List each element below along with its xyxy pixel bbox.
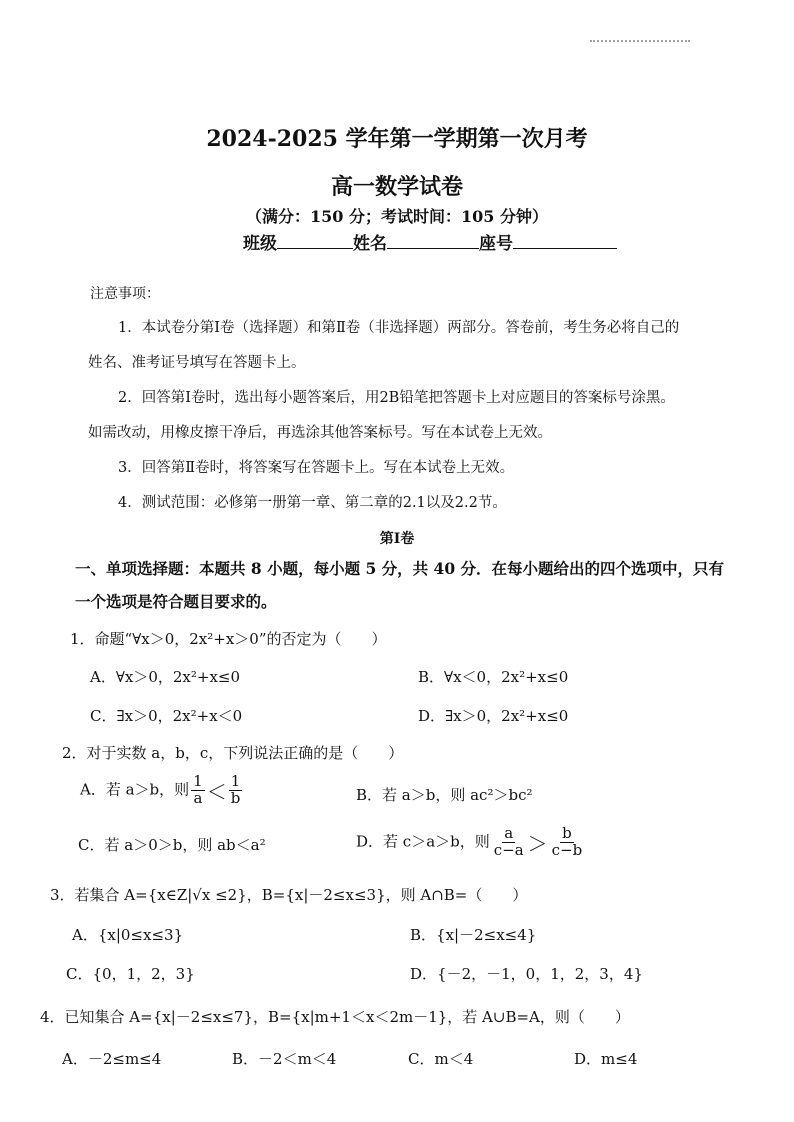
q4-option-b[interactable]: B．－2＜m＜4 bbox=[232, 1050, 337, 1068]
notes-title: 注意事项： bbox=[90, 286, 160, 302]
note-1-line-1: 1．本试卷分第Ⅰ卷（选择题）和第Ⅱ卷（非选择题）两部分。答卷前，考生务必将自己的 bbox=[118, 320, 680, 336]
q1-option-a[interactable]: A．∀x＞0，2x²+x≤0 bbox=[90, 668, 241, 686]
q3-option-a[interactable]: A．{x|0≤x≤3} bbox=[72, 926, 184, 944]
q2-option-d[interactable] bbox=[356, 826, 586, 859]
q3-option-c[interactable]: C．{0，1，2，3} bbox=[66, 965, 195, 983]
part-1-label: 第Ⅰ卷 bbox=[379, 531, 415, 547]
q2-a-den-2: b bbox=[230, 788, 241, 807]
q2-a-prefix: A．若 a＞b，则 bbox=[80, 780, 190, 799]
q4-option-c[interactable]: C．m＜4 bbox=[408, 1050, 474, 1068]
q3-stem: 3．若集合 A={x∈Z|√x ≤2}，B={x|－2≤x≤3}，则 A∩B=（ ） bbox=[50, 886, 528, 904]
q3-option-d[interactable]: D．{－2，－1，0，1，2，3，4} bbox=[410, 965, 643, 983]
q2-d-den-1: c−a bbox=[493, 840, 524, 859]
seat-field[interactable] bbox=[513, 230, 617, 249]
q2-a-fraction-1 bbox=[191, 774, 205, 807]
q4-stem: 4．已知集合 A={x|－2≤x≤7}，B={x|m+1＜x＜2m－1}，若 A∪B=A，则（ ） bbox=[40, 1008, 630, 1026]
seat-label: 座号 bbox=[479, 234, 513, 254]
q2-a-relation: ＜ bbox=[206, 779, 227, 804]
name-label: 姓名 bbox=[353, 234, 387, 254]
q2-d-den-2: c−b bbox=[551, 840, 583, 859]
note-4: 4．测试范围：必修第一册第一章、第二章的2.1以及2.2节。 bbox=[118, 495, 507, 511]
name-field[interactable] bbox=[387, 230, 479, 249]
student-info-row bbox=[243, 229, 617, 254]
q1-stem: 1．命题“∀x＞0，2x²+x＞0”的否定为（ ） bbox=[70, 630, 387, 648]
q2-option-c[interactable]: C．若 a＞0＞b，则 ab＜a² bbox=[78, 836, 266, 854]
q4-option-a[interactable]: A．－2≤m≤4 bbox=[62, 1050, 162, 1068]
q2-d-num-2: b bbox=[562, 824, 572, 842]
q1-option-c[interactable]: C．∃x＞0，2x²+x＜0 bbox=[90, 707, 243, 725]
q2-a-den-1: a bbox=[193, 788, 203, 807]
q2-a-num-1: 1 bbox=[193, 772, 203, 790]
section-1-heading-line-1: 一、单项选择题：本题共 8 小题，每小题 5 分，共 40 分．在每小题给出的四个选项中，只有 bbox=[75, 559, 725, 578]
scan-artifact bbox=[590, 40, 690, 48]
q2-a-num-2: 1 bbox=[230, 772, 241, 790]
q2-d-fraction-2 bbox=[550, 826, 585, 859]
q4-option-d[interactable]: D．m≤4 bbox=[574, 1050, 638, 1068]
q1-option-b[interactable]: B．∀x＜0，2x²+x≤0 bbox=[418, 668, 569, 686]
section-1-heading-line-2: 一个选项是符合题目要求的。 bbox=[75, 592, 277, 611]
exam-meta: （满分：150 分；考试时间：105 分钟） bbox=[246, 207, 548, 226]
q2-option-b[interactable]: B．若 a＞b，则 ac²＞bc² bbox=[356, 786, 533, 804]
class-field[interactable] bbox=[277, 230, 353, 249]
q2-d-fraction-1 bbox=[492, 826, 526, 859]
q2-d-num-1: a bbox=[504, 824, 514, 842]
note-1-line-2: 姓名、准考证号填写在答题卡上。 bbox=[88, 355, 306, 371]
note-2-line-2: 如需改动，用橡皮擦干净后，再选涂其他答案标号。写在本试卷上无效。 bbox=[88, 425, 552, 441]
q3-option-b[interactable]: B．{x|－2≤x≤4} bbox=[410, 926, 537, 944]
q2-stem: 2．对于实数 a，b，c，下列说法正确的是（ ） bbox=[62, 744, 404, 762]
q1-option-d[interactable]: D．∃x＞0，2x²+x≤0 bbox=[418, 707, 569, 725]
note-2-line-1: 2．回答第Ⅰ卷时，选出每小题答案后，用2B铅笔把答题卡上对应题目的答案标号涂黑。 bbox=[118, 390, 675, 406]
q2-a-fraction-2 bbox=[229, 774, 243, 807]
note-3: 3．回答第Ⅱ卷时，将答案写在答题卡上。写在本试卷上无效。 bbox=[118, 460, 515, 476]
exam-subtitle: 高一数学试卷 bbox=[330, 174, 463, 200]
class-label: 班级 bbox=[243, 234, 277, 254]
exam-title: 2024-2025 学年第一学期第一次月考 bbox=[206, 126, 588, 152]
q2-d-relation: ＞ bbox=[527, 831, 548, 856]
q2-option-a[interactable] bbox=[80, 774, 244, 807]
q2-d-prefix: D．若 c＞a＞b，则 bbox=[356, 832, 490, 851]
